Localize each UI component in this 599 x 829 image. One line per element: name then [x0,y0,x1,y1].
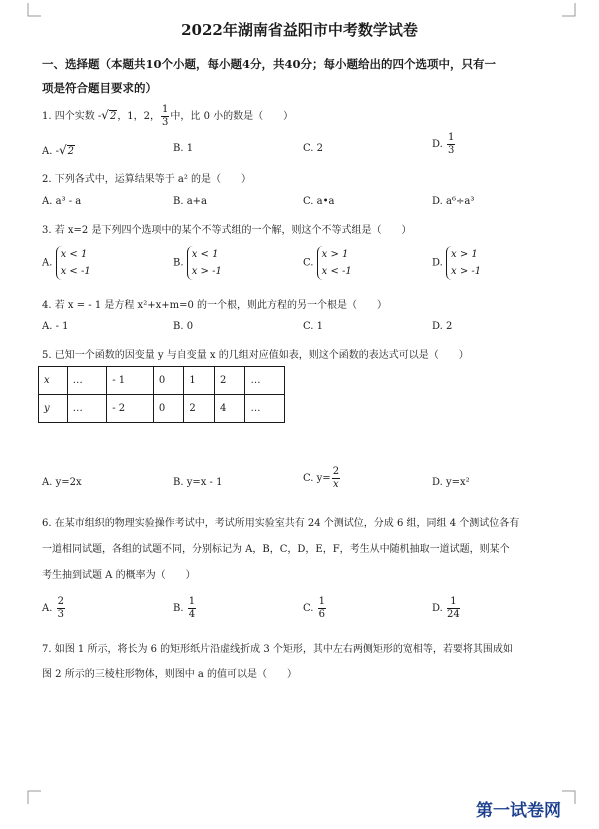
page-title: 2022年湖南省益阳市中考数学试卷 [181,21,418,39]
table-cell: 0 [153,395,184,423]
section-heading-line1: 一、选择题（本题共10个小题，每小题4分，共40分；每小题给出的四个选项中，只有一 [42,57,497,71]
q6-option-a: A. $\frac{2}{3}$ [42,596,64,620]
question-2-stem: 2. 下列各式中，运算结果等于 a² 的是（ ） [42,174,252,185]
table-cell: 0 [153,367,184,395]
question-1-stem: 1. 四个实数 -√2，1，2， $\frac{1}{3}$ 中，比 0 小的数是（ ） [42,104,294,128]
q3-option-c: C. x > 1 x < -1 [303,246,352,280]
crop-mark-top-right [562,3,576,17]
q5-option-b: B. y=x - 1 [173,477,223,488]
q5-value-table [38,366,285,423]
q2-option-b: B. a+a [173,196,208,207]
q1-option-b: B. 1 [173,143,194,154]
crop-mark-bottom-right [562,790,576,804]
section-heading-line2: 项是符合题目要求的） [42,81,157,95]
table-row [39,367,285,395]
table-cell: 1 [184,367,215,395]
table-cell: x [39,367,68,395]
table-cell: 2 [214,367,245,395]
table-cell: … [67,395,106,423]
q3-option-d: D. x > 1 x > -1 [432,246,481,280]
q2-option-d: D. a⁶÷a³ [432,196,475,207]
crop-mark-top-left [27,3,41,17]
question-4-stem: 4. 若 x = - 1 是方程 x²+x+m=0 的一个根，则此方程的另一个根是（ ） [42,300,387,311]
question-7-line2: 图 2 所示的三棱柱形物体，则图中 a 的值可以是（ ） [42,669,298,680]
question-6-line2: 一道相同试题，各组的试题不同，分别标记为 A，B，C，D，E，F，考生从中随机抽取一道试题，则某个 [42,544,510,555]
question-7-line1: 7. 如图 1 所示，将长为 6 的矩形纸片沿虚线折成 3 个矩形，其中左右两侧矩形的宽相等，若要将其围成如 [42,644,513,655]
table-cell: 4 [214,395,245,423]
q2-option-c: C. a•a [303,196,335,207]
question-3-stem: 3. 若 x=2 是下列四个选项中的某个不等式组的一个解，则这个不等式组是（ ） [42,225,412,236]
q6-option-b: B. $\frac{1}{4}$ [173,596,196,620]
q5-option-d: D. y=x² [432,477,470,488]
q3-option-b: B. x < 1 x > -1 [173,246,222,280]
q2-option-a: A. a³ - a [42,196,82,207]
q4-option-d: D. 2 [432,321,453,332]
q1-option-a: A. -√2 [42,143,75,157]
q5-option-a: A. y=2x [42,477,82,488]
table-row [39,395,285,423]
q4-option-a: A. - 1 [42,321,69,332]
table-cell: - 2 [107,395,154,423]
question-5-stem: 5. 已知一个函数的因变量 y 与自变量 x 的几组对应值如表，则这个函数的表达式可以是（ ） [42,350,469,361]
table-cell: y [39,395,68,423]
table-cell: … [67,367,106,395]
q6-option-d: D. $\frac{1}{24}$ [432,596,460,620]
q3-option-a: A. x < 1 x < -1 [42,246,91,280]
question-6-line3: 考生抽到试题 A 的概率为（ ） [42,570,196,581]
fraction: $\frac{1}{3}$ [162,104,169,128]
q1-option-d: D. $\frac{1}{3}$ [432,132,455,156]
q1-option-c: C. 2 [303,143,324,154]
q5-option-c: C. y= $\frac{2}{x}$ [303,466,340,490]
table-cell: 2 [184,395,215,423]
crop-mark-bottom-left [27,790,41,804]
question-6-line1: 6. 在某市组织的物理实验操作考试中，考试所用实验室共有 24 个测试位，分成 6 组，同组 4 个测试位各有 [42,518,520,529]
table-cell: - 1 [107,367,154,395]
q6-option-c: C. $\frac{1}{6}$ [303,596,326,620]
q4-option-b: B. 0 [173,321,194,332]
watermark-footer: 第一试卷网 [476,801,561,821]
table-cell: … [245,367,285,395]
q4-option-c: C. 1 [303,321,324,332]
table-cell: … [245,395,285,423]
